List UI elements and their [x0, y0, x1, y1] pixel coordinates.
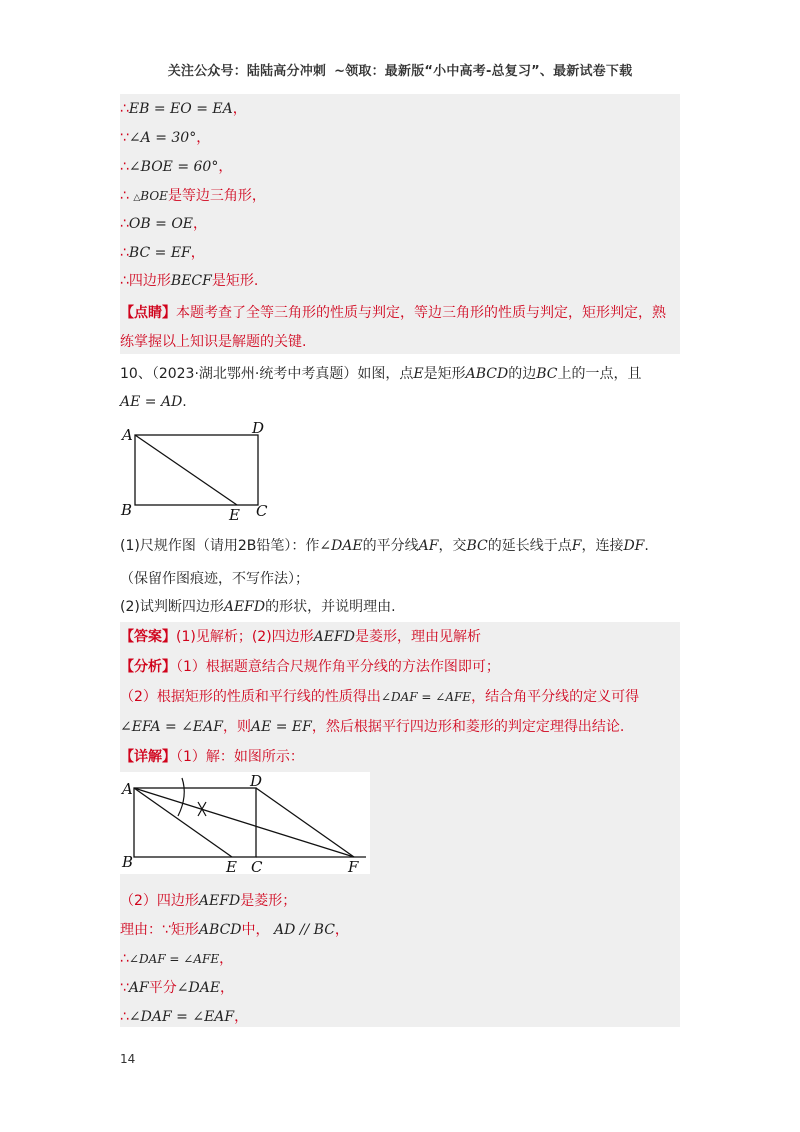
label-b: B: [121, 501, 133, 519]
header-left: 关注公众号：陆陆高分冲刺: [167, 64, 327, 79]
figure-rhombus-construction: [120, 772, 370, 874]
comment-label: 【点睛】: [120, 305, 176, 321]
analysis-line-2: （2）根据矩形的性质和平行线的性质得出∠DAF = ∠AFE，结合角平分线的定义可得: [120, 689, 640, 705]
proof-line-7: ∴四边形BECF是矩形.: [120, 273, 259, 289]
detail-line-1: 【详解】（1）解：如图所示：: [120, 749, 304, 765]
figure-rectangle-abcd: [118, 418, 288, 528]
analysis-line-1: 【分析】（1）根据题意结合尺规作角平分线的方法作图即可；: [120, 659, 500, 675]
label-a: A: [122, 780, 133, 798]
question-line-2: AE = AD.: [120, 394, 187, 410]
label-f: F: [348, 858, 359, 874]
label-e: E: [229, 506, 240, 524]
question-part-2: (2)试判断四边形AEFD的形状，并说明理由.: [120, 599, 396, 615]
label-c: C: [256, 502, 268, 520]
solution-line-2: 理由：∵矩形ABCD中， AD // BC，: [120, 922, 349, 938]
proof-line-1: ∴EB = EO = EA，: [120, 101, 247, 117]
comment-line-1: 【点睛】本题考查了全等三角形的性质与判定，等边三角形的性质与判定，矩形判定，熟: [120, 305, 666, 321]
header-right: ~领取：最新版“小中高考-总复习”、最新试卷下载: [334, 64, 633, 79]
question-part-1-note: （保留作图痕迹，不写作法）；: [120, 571, 309, 587]
label-c: C: [251, 858, 263, 874]
proof-line-2: ∵∠A = 30°，: [120, 130, 211, 146]
proof-line-4: ∴ △BOE是等边三角形，: [120, 188, 266, 204]
solution-line-5: ∴∠DAF = ∠EAF，: [120, 1009, 249, 1025]
question-part-1: (1)尺规作图（请用2B铅笔）：作∠DAE的平分线AF，交BC的延长线于点F，连接DF.: [120, 538, 649, 554]
label-b: B: [122, 853, 134, 871]
analysis-line-3: ∠EFA = ∠EAF，则AE = EF，然后根据平行四边形和菱形的判定定理得出结论.: [120, 719, 625, 735]
answer-line: 【答案】(1)见解析；(2)四边形AEFD是菱形，理由见解析: [120, 629, 481, 645]
page-header: [0, 60, 800, 79]
label-d: D: [252, 419, 265, 437]
solution-line-3: ∴∠DAF = ∠AFE，: [120, 951, 234, 967]
proof-line-3: ∴∠BOE = 60°，: [120, 159, 233, 175]
solution-line-4: ∵AF平分∠DAE，: [120, 980, 235, 996]
label-a: A: [122, 426, 133, 444]
comment-line-2: 练掌握以上知识是解题的关键.: [120, 334, 307, 350]
solution-line-1: （2）四边形AEFD是菱形；: [120, 893, 297, 909]
label-d: D: [250, 772, 263, 790]
page-number: 14: [120, 1052, 136, 1066]
proof-line-5: ∴OB = OE，: [120, 216, 208, 232]
label-e: E: [226, 858, 237, 874]
question-line-1: 10、（2023·湖北鄂州·统考中考真题）如图，点E是矩形ABCD的边BC上的一点，且: [120, 366, 642, 382]
proof-line-6: ∴BC = EF，: [120, 245, 205, 261]
